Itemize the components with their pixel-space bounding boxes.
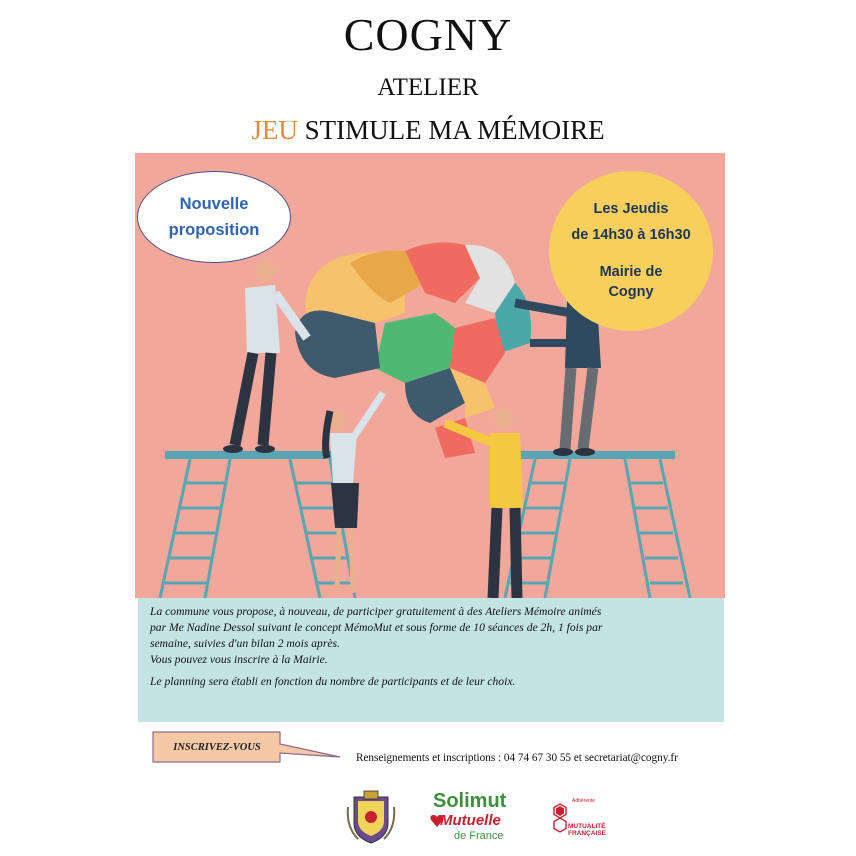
new-proposal-badge: Nouvelle proposition bbox=[137, 171, 291, 263]
hexagon-cluster-icon bbox=[550, 802, 570, 834]
info-line: La commune vous propose, à nouveau, de participer gratuitement à des Ateliers Mémoire animés bbox=[150, 605, 602, 618]
info-line: semaine, suivies d'un bilan 2 mois après. bbox=[150, 637, 340, 650]
solimut-logo bbox=[428, 790, 524, 848]
contact-info: Renseignements et inscriptions : 04 74 67 30 55 et secretariat@cogny.fr bbox=[356, 752, 678, 764]
info-line: Vous pouvez vous inscrire à la Mairie. bbox=[150, 653, 328, 666]
person-left bbox=[223, 261, 307, 453]
workshop-title-rest: STIMULE MA MÉMOIRE bbox=[297, 115, 605, 145]
mutualite-name: MUTUALITÉ FRANÇAISE bbox=[568, 823, 606, 837]
cogny-crest-logo bbox=[344, 787, 398, 847]
info-box bbox=[138, 598, 724, 722]
signup-callout: INSCRIVEZ-VOUS bbox=[173, 741, 261, 753]
info-line: Le planning sera établi en fonction du nombre de participants et de leur choix. bbox=[150, 675, 516, 688]
mutualite-francaise-logo bbox=[548, 798, 610, 844]
mutualite-adherente-label: Adhérente bbox=[572, 798, 596, 804]
schedule-sun-badge bbox=[549, 171, 713, 331]
info-line: par Me Nadine Dessol suivant le concept MémoMut et sous forme de 10 séances de 2h, 1 fois par bbox=[150, 621, 603, 634]
schedule-days: Les Jeudis bbox=[593, 201, 669, 217]
workshop-title-accent: JEU bbox=[251, 115, 298, 145]
schedule-place: Mairie de Cogny bbox=[599, 264, 663, 300]
atelier-heading: ATELIER bbox=[377, 74, 479, 101]
solimut-logo-france: de France bbox=[454, 830, 504, 842]
solimut-logo-mutuelle: Mutuelle bbox=[440, 812, 501, 829]
solimut-logo-name: Solimut bbox=[433, 790, 507, 812]
person-woman bbox=[326, 393, 383, 593]
scaffold-right bbox=[505, 451, 690, 598]
scaffold-left bbox=[160, 451, 355, 598]
schedule-hours: de 14h30 à 16h30 bbox=[571, 227, 691, 243]
town-title: COGNY bbox=[343, 9, 513, 60]
workshop-title bbox=[0, 115, 856, 146]
